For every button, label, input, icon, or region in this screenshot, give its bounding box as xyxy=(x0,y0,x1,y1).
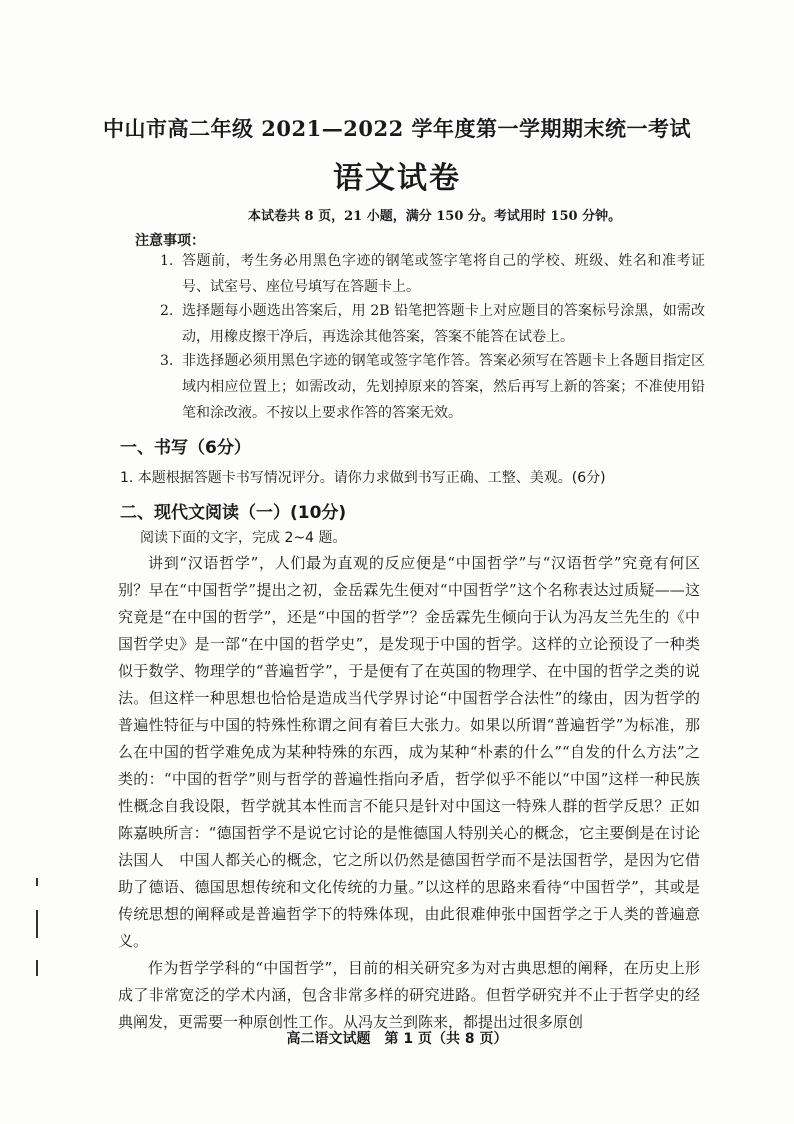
note-text: 选择题每小题选出答案后，用 2B 铅笔把答题卡上对应题目的答案标号涂黑，如需改动，用橡皮擦干净后，再选涂其他答案，答案不能答在试卷上。 xyxy=(182,303,705,345)
margin-mark xyxy=(36,910,38,938)
section-heading-writing: 一、书写（6分） xyxy=(120,438,251,458)
page-footer: 高二语文试题 第 1 页（共 8 页） xyxy=(286,1031,508,1047)
margin-mark xyxy=(36,960,38,976)
passage-paragraph: 讲到“汉语哲学”，人们最为直观的反应便是“中国哲学”与“汉语哲学”究竟有何区别？早在“中国哲学”提出之初，金岳霖先生便对“中国哲学”这个名称表达过质疑——这究竟是“在中国的哲学”，还是“中国的哲学”？金岳霖先生倾向于认为冯友兰先生的《中国哲学史》是一部“在中国的哲学史”，是发现于中国的哲学。这样的立论预设了一种类似于数学、物理学的“普遍哲学”，于是便有了在英国的物理学、在中国的哲学之类的说法。但这样一种思想也恰恰是造成当代学界讨论“中国哲学合法性”的缘由，因为哲学的普遍性特征与中国的特殊性称谓之间有着巨大张力。如果以所谓“普遍哲学”为标准，那么在中国的哲学难免成为某种特殊的东西，成为某种“朴素的什么”“自发的什么方法”之类的：“中国的哲学”则与哲学的普遍性指向矛盾，哲学似乎不能以“中国”这样一种民族性概念自我设限，哲学就其本性而言不能只是针对中国这一特殊人群的哲学反思？正如陈嘉映所言：“德国哲学不是说它讨论的是惟德国人特别关心的概念，它主要倒是在讨论法国人 中国人都关心的概念，它之所以仍然是德国哲学而不是法国哲学，是因为它借助了德语、德国思想传统和文化传统的力量。”以这样的思路来看待“中国哲学”，其或是传统思想的阐释或是普遍哲学下的特殊体现，由此很难伸张中国哲学之于人类的普遍意义。 xyxy=(118,554,700,950)
reading-instruction: 阅读下面的文字，完成 2~4 题。 xyxy=(140,530,347,546)
note-item xyxy=(160,348,705,426)
passage-paragraph: 作为哲学学科的“中国哲学”，目前的相关研究多为对古典思想的阐释，在历史上形成了非常宽泛的学术内涵，包含非常多样的研究进路。但哲学研究并不止于哲学史的经典阐发，更需要一种原创性工作。从冯友兰到陈来，都提出过很多原创 xyxy=(118,959,700,1031)
note-number: 3. xyxy=(160,353,174,369)
note-text: 非选择题必须用黑色字迹的钢笔或签字笔作答。答案必须写在答题卡上各题目指定区域内相应位置上；如需改动，先划掉原来的答案，然后再写上新的答案；不准使用铅笔和涂改液。不按以上要求作答的答案无效。 xyxy=(182,353,705,421)
paper-subject-title: 语文试卷 xyxy=(333,161,461,196)
note-text: 答题前，考生务必用黑色字迹的钢笔或签字笔将自己的学校、班级、姓名和准考证号、试室号、座位号填写在答题卡上。 xyxy=(182,253,705,295)
notes-heading: 注意事项： xyxy=(135,233,205,249)
exam-info: 本试卷共 8 页，21 小题，满分 150 分。考试用时 150 分钟。 xyxy=(248,209,622,224)
note-number: 2. xyxy=(160,303,174,319)
question-1: 1. 本题根据答题卡书写情况评分。请你力求做到书写正确、工整、美观。(6分) xyxy=(120,470,606,486)
section-heading-reading: 二、现代文阅读（一）(10分) xyxy=(120,503,347,523)
note-item xyxy=(160,248,705,300)
note-number: 1. xyxy=(160,253,174,269)
reading-passage xyxy=(118,550,700,1036)
margin-mark xyxy=(36,878,38,886)
note-item xyxy=(160,298,705,350)
exam-title: 中山市高二年级 2021—2022 学年度第一学期期末统一考试 xyxy=(102,116,691,141)
